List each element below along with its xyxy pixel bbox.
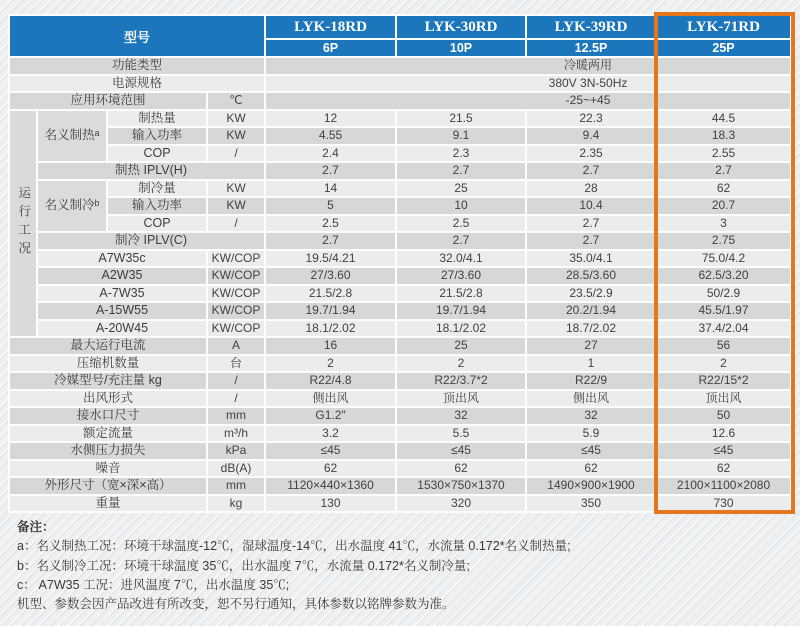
value-cell-col2: 28: [527, 181, 655, 197]
value-cell-col3: 2100×1100×2080: [657, 478, 790, 494]
value-cell-col1: ≤45: [397, 443, 525, 459]
unit-cell: KW/COP: [208, 268, 264, 284]
table-row: [10, 93, 790, 109]
row-label-cell: 冷媒型号/充注量 kg: [10, 373, 206, 389]
value-cell-col2: 32: [527, 408, 655, 424]
table-row: [10, 268, 790, 284]
value-cell-col2: 2.7: [527, 163, 655, 179]
unit-cell: A: [208, 338, 264, 354]
value-cell-col2: 20.2/1.94: [527, 303, 655, 319]
spec-table: [8, 14, 792, 513]
value-cell-col2: 22.3: [527, 111, 655, 127]
empty-value-cell: [657, 58, 790, 74]
note-line-disclaimer: 机型、参数会因产品改进有所改变，恕不另行通知，具体参数以铭牌参数为准。: [17, 597, 455, 612]
value-cell-col2: 9.4: [527, 128, 655, 144]
value-cell-col2: 28.5/3.60: [527, 268, 655, 284]
row-label-cell: A-7W35: [38, 286, 206, 302]
value-cell-col3: 20.7: [657, 198, 790, 214]
note-line-b: b：名义制冷工况：环境干球温度 35℃，出水温度 7℃，水流量 0.172*名义制冷量;: [17, 558, 470, 573]
table-row: [10, 496, 790, 512]
value-cell-col3: 56: [657, 338, 790, 354]
value-cell-col2: 10.4: [527, 198, 655, 214]
unit-cell: mm: [208, 478, 264, 494]
unit-cell: /: [208, 216, 264, 232]
value-cell-col0: 19.7/1.94: [266, 303, 395, 319]
value-cell-col0: G1.2″: [266, 408, 395, 424]
value-cell-col3: 44.5: [657, 111, 790, 127]
unit-cell: /: [208, 391, 264, 407]
unit-cell: kPa: [208, 443, 264, 459]
table-row: [10, 76, 790, 92]
hp-header-col2: 12.5P: [527, 40, 655, 56]
row-label-cell: 水侧压力损失: [10, 443, 206, 459]
value-cell-col1: 32.0/4.1: [397, 251, 525, 267]
table-row: [10, 373, 790, 389]
spec-table-body: [10, 58, 790, 511]
row-label-cell: A-20W45: [38, 321, 206, 337]
row-label-cell: COP: [108, 146, 206, 162]
value-cell-col3: 2.75: [657, 233, 790, 249]
merged-value-cell: -25~+45: [266, 93, 655, 109]
value-cell-col3: 2.7: [657, 163, 790, 179]
value-cell-col0: 2.4: [266, 146, 395, 162]
table-row: [10, 111, 790, 127]
row-label-cell: 重量: [10, 496, 206, 512]
value-cell-col0: 21.5/2.8: [266, 286, 395, 302]
value-cell-col1: 62: [397, 461, 525, 477]
value-cell-col2: 1490×900×1900: [527, 478, 655, 494]
model-header-col2: LYK-39RD: [527, 16, 655, 38]
value-cell-col0: 27/3.60: [266, 268, 395, 284]
merged-value-cell: 380V 3N-50Hz: [266, 76, 655, 92]
unit-cell: KW/COP: [208, 251, 264, 267]
note-line-c: c： A7W35 工况：进风温度 7℃，出水温度 35℃;: [17, 577, 290, 592]
value-cell-col2: 62: [527, 461, 655, 477]
value-cell-col0: 5: [266, 198, 395, 214]
value-cell-col2: 2.7: [527, 216, 655, 232]
value-cell-col1: 2: [397, 356, 525, 372]
value-cell-col0: 62: [266, 461, 395, 477]
table-row: [10, 303, 790, 319]
row-label-cell: 功能类型: [10, 58, 264, 74]
unit-cell: KW/COP: [208, 321, 264, 337]
notes-title: 备注：: [17, 520, 55, 534]
merged-value-cell: 冷暖两用: [266, 58, 655, 74]
row-label-cell: 输入功率: [108, 198, 206, 214]
value-cell-col2: 1: [527, 356, 655, 372]
unit-cell: kg: [208, 496, 264, 512]
table-row: [10, 128, 790, 144]
value-cell-col0: 19.5/4.21: [266, 251, 395, 267]
spec-table-header: [10, 16, 790, 56]
value-cell-col2: 18.7/2.02: [527, 321, 655, 337]
value-cell-col3: 62: [657, 181, 790, 197]
value-cell-col1: 25: [397, 338, 525, 354]
table-row: [10, 181, 790, 197]
notes-block: [17, 518, 787, 614]
value-cell-col0: 18.1/2.02: [266, 321, 395, 337]
row-label-cell: A-15W55: [38, 303, 206, 319]
value-cell-col0: R22/4.8: [266, 373, 395, 389]
table-row: [10, 408, 790, 424]
value-cell-col1: 25: [397, 181, 525, 197]
value-cell-col3: 3: [657, 216, 790, 232]
table-row: [10, 198, 790, 214]
unit-cell: dB(A): [208, 461, 264, 477]
table-row: [10, 426, 790, 442]
value-cell-col3: 50: [657, 408, 790, 424]
unit-cell: KW/COP: [208, 303, 264, 319]
value-cell-col1: 2.7: [397, 233, 525, 249]
value-cell-col3: 62: [657, 461, 790, 477]
value-cell-col2: 2.7: [527, 233, 655, 249]
value-cell-col2: ≤45: [527, 443, 655, 459]
hp-header-col3: 25P: [657, 40, 790, 56]
table-row: [10, 356, 790, 372]
value-cell-col0: 1120×440×1360: [266, 478, 395, 494]
row-label-cell: COP: [108, 216, 206, 232]
value-cell-col3: 75.0/4.2: [657, 251, 790, 267]
unit-cell: mm: [208, 408, 264, 424]
table-row: [10, 146, 790, 162]
table-row: [10, 321, 790, 337]
row-label-cell: A7W35c: [38, 251, 206, 267]
unit-cell: m³/h: [208, 426, 264, 442]
model-label-header: 型号: [10, 16, 264, 56]
value-cell-col2: 35.0/4.1: [527, 251, 655, 267]
value-cell-col1: R22/3.7*2: [397, 373, 525, 389]
nominal-heating-group-label: 名义制热ᵃ: [38, 111, 106, 162]
value-cell-col3: 45.5/1.97: [657, 303, 790, 319]
table-row: [10, 443, 790, 459]
value-cell-col3: 62.5/3.20: [657, 268, 790, 284]
value-cell-col3: R22/15*2: [657, 373, 790, 389]
empty-value-cell: [657, 93, 790, 109]
value-cell-col3: 50/2.9: [657, 286, 790, 302]
value-cell-col1: 32: [397, 408, 525, 424]
value-cell-col2: R22/9: [527, 373, 655, 389]
value-cell-col0: 2.7: [266, 163, 395, 179]
value-cell-col1: 2.7: [397, 163, 525, 179]
value-cell-col1: 21.5: [397, 111, 525, 127]
row-label-cell: 外形尺寸（宽×深×高）: [10, 478, 206, 494]
value-cell-col1: 10: [397, 198, 525, 214]
table-row: [10, 233, 790, 249]
row-label-cell: A2W35: [38, 268, 206, 284]
value-cell-col3: 2: [657, 356, 790, 372]
value-cell-col1: 19.7/1.94: [397, 303, 525, 319]
empty-value-cell: [657, 76, 790, 92]
model-header-col3: LYK-71RD: [657, 16, 790, 38]
operating-conditions-group-label: 运行工况: [10, 111, 36, 337]
row-label-cell: 输入功率: [108, 128, 206, 144]
value-cell-col1: 1530×750×1370: [397, 478, 525, 494]
table-row: [10, 461, 790, 477]
value-cell-col1: 27/3.60: [397, 268, 525, 284]
value-cell-col1: 2.5: [397, 216, 525, 232]
value-cell-col0: 2.7: [266, 233, 395, 249]
value-cell-col1: 9.1: [397, 128, 525, 144]
value-cell-col1: 2.3: [397, 146, 525, 162]
table-row: [10, 478, 790, 494]
value-cell-col0: 3.2: [266, 426, 395, 442]
value-cell-col3: 12.6: [657, 426, 790, 442]
row-label-cell: 应用环境范围: [10, 93, 206, 109]
row-label-cell: 接水口尺寸: [10, 408, 206, 424]
hp-header-col1: 10P: [397, 40, 525, 56]
value-cell-col0: 16: [266, 338, 395, 354]
value-cell-col0: 130: [266, 496, 395, 512]
table-row: [10, 58, 790, 74]
nominal-cooling-group-label: 名义制冷ᵇ: [38, 181, 106, 232]
table-row: [10, 216, 790, 232]
table-row: [10, 338, 790, 354]
table-row: [10, 163, 790, 179]
row-label-cell: 最大运行电流: [10, 338, 206, 354]
value-cell-col2: 侧出风: [527, 391, 655, 407]
unit-cell: ℃: [208, 93, 264, 109]
row-label-cell: 出风形式: [10, 391, 206, 407]
value-cell-col3: 730: [657, 496, 790, 512]
row-label-cell: 制冷量: [108, 181, 206, 197]
unit-cell: KW: [208, 181, 264, 197]
value-cell-col1: 5.5: [397, 426, 525, 442]
value-cell-col0: 12: [266, 111, 395, 127]
value-cell-col1: 18.1/2.02: [397, 321, 525, 337]
unit-cell: KW: [208, 111, 264, 127]
value-cell-col2: 27: [527, 338, 655, 354]
model-header-col1: LYK-30RD: [397, 16, 525, 38]
value-cell-col0: 2.5: [266, 216, 395, 232]
value-cell-col1: 320: [397, 496, 525, 512]
value-cell-col2: 23.5/2.9: [527, 286, 655, 302]
value-cell-col2: 5.9: [527, 426, 655, 442]
row-label-cell: 压缩机数量: [10, 356, 206, 372]
table-row: [10, 391, 790, 407]
row-label-cell: 电源规格: [10, 76, 264, 92]
value-cell-col3: 18.3: [657, 128, 790, 144]
value-cell-col1: 21.5/2.8: [397, 286, 525, 302]
value-cell-col0: 14: [266, 181, 395, 197]
unit-cell: 台: [208, 356, 264, 372]
value-cell-col2: 2.35: [527, 146, 655, 162]
table-row: [10, 251, 790, 267]
value-cell-col2: 350: [527, 496, 655, 512]
unit-cell: /: [208, 146, 264, 162]
row-label-cell: 噪音: [10, 461, 206, 477]
unit-cell: KW/COP: [208, 286, 264, 302]
row-label-cell: 额定流量: [10, 426, 206, 442]
value-cell-col0: 侧出风: [266, 391, 395, 407]
unit-cell: /: [208, 373, 264, 389]
value-cell-col0: ≤45: [266, 443, 395, 459]
note-line-a: a：名义制热工况：环境干球温度-12℃，湿球温度-14℃，出水温度 41℃，水流量 0.172*名义制热量;: [17, 539, 571, 554]
row-label-cell: 制热 IPLV(H): [38, 163, 264, 179]
row-label-cell: 制热量: [108, 111, 206, 127]
value-cell-col3: 顶出风: [657, 391, 790, 407]
value-cell-col0: 2: [266, 356, 395, 372]
table-row: [10, 286, 790, 302]
value-cell-col3: 37.4/2.04: [657, 321, 790, 337]
unit-cell: KW: [208, 198, 264, 214]
value-cell-col3: ≤45: [657, 443, 790, 459]
value-cell-col0: 4.55: [266, 128, 395, 144]
value-cell-col3: 2.55: [657, 146, 790, 162]
model-header-col0: LYK-18RD: [266, 16, 395, 38]
value-cell-col1: 顶出风: [397, 391, 525, 407]
unit-cell: KW: [208, 128, 264, 144]
row-label-cell: 制冷 IPLV(C): [38, 233, 264, 249]
hp-header-col0: 6P: [266, 40, 395, 56]
